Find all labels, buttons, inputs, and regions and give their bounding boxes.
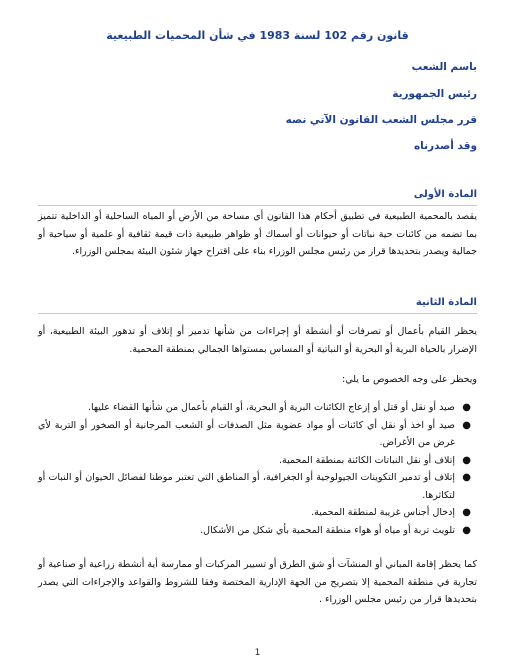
article1-heading: المادة الأولى xyxy=(413,189,477,200)
page-title: قانون رقم 102 لسنة 1983 في شأن المحميات الطبيعية xyxy=(106,29,409,42)
list-item: ● تلويث تربة أو مياه أو هواء منطقة المحمية بأي شكل من الأشكال. xyxy=(38,522,457,540)
article2-heading: المادة الثانية xyxy=(415,297,477,308)
article2-intro: ويحظر على وجه الخصوص ما يلي: xyxy=(342,374,477,385)
bullet-icon: ● xyxy=(462,524,471,536)
bullet-icon: ● xyxy=(462,402,471,413)
preamble-line-2: رئيس الجمهورية xyxy=(392,88,477,100)
bullet-icon: ● xyxy=(462,507,471,518)
preamble-line-3: قرر مجلس الشعب القانون الآتي نصه xyxy=(285,114,477,126)
article2-closing: كما يحظر إقامة المباني أو المنشآت أو شق الطرق أو تسيير المركبات أو ممارسة أية أنشطة زراعية أو صناعية أو تجارية في منطقة المحمية إلا بتصريح من الجهة الإدارية المختصة وفقا للشروط والقواعد والإجراءات التي يصدر بتحديدها قرار من رئيس مجلس الوزراء . xyxy=(38,559,477,605)
bullet-icon: ● xyxy=(462,472,471,483)
preamble-line-4: وقد أصدرناه xyxy=(413,140,477,152)
prohibitions-list xyxy=(38,399,475,539)
list-item: ● إدخال أجناس غريبة لمنطقة المحمية. xyxy=(38,504,457,522)
divider xyxy=(38,313,477,314)
article1-text: يقصد بالمحمية الطبيعية في تطبيق أحكام هذا القانون أي مساحة من الأرض أو المياه الساحلية أو الداخلية تتميز بما تضمه من كائنات حية نباتات أو حيوانات أو أسماك أو ظواهر طبيعية ذات قيمة ثقافية أو علمية أو سياحية أو جمالية ويصدر بتحديدها قرار من رئيس مجلس الوزراء بناء على اقتراح جهاز شئون البيئة بمجلس الوزراء. xyxy=(38,211,477,257)
bullet-icon: ● xyxy=(462,454,471,466)
bullet-icon: ● xyxy=(462,419,471,431)
divider xyxy=(38,205,477,206)
list-item: ● إتلاف أو تدمير التكوينات الجيولوجية أو الجغرافية، أو المناطق التي تعتبر موطنا لفصائل الحيوان أو النبات أو لتكاثرها. xyxy=(38,469,457,504)
list-item: ● إتلاف أو نقل النباتات الكائنة بمنطقة المحمية. xyxy=(38,452,457,470)
list-item: ● صيد أو نقل أو قتل أو إزعاج الكائنات البرية أو البحرية، أو القيام بأعمال من شأنها القضاء عليها. xyxy=(38,399,457,417)
page-number: 1 xyxy=(254,648,261,658)
preamble-line-1: باسم الشعب xyxy=(411,61,477,73)
article2-text: يحظر القيام بأعمال أو تصرفات أو أنشطة أو إجراءات من شأنها تدمير أو إتلاف أو تدهور البيئة الطبيعية، أو الإضرار بالحياة البرية أو البحرية أو النباتية أو المساس بمستواها الجمالي بمنطقة المحمية. xyxy=(38,326,477,355)
list-item: ● صيد أو اخذ أو نقل أي كائنات أو مواد عضوية مثل الصدفات أو الشعب المرجانية أو الصخور أو التربة لأي غرض من الأغراض. xyxy=(38,417,457,452)
